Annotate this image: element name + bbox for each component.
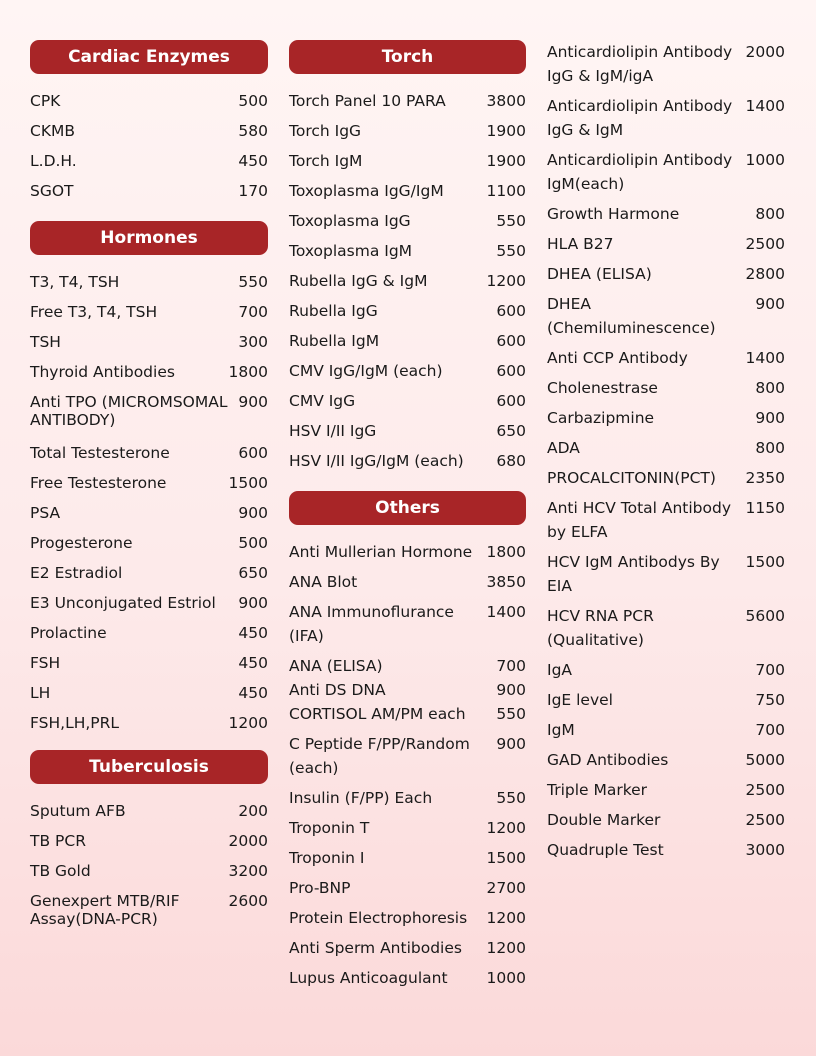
test-name: IgA bbox=[547, 661, 573, 679]
price-row bbox=[289, 209, 526, 233]
test-price: 550 bbox=[238, 273, 268, 291]
price-row bbox=[547, 94, 785, 142]
price-row bbox=[30, 621, 268, 645]
price-row bbox=[289, 540, 526, 564]
price-row bbox=[547, 838, 785, 862]
test-name: IgE level bbox=[547, 691, 613, 709]
test-name: Quadruple Test bbox=[547, 841, 664, 859]
test-price: 1200 bbox=[486, 272, 526, 290]
price-row bbox=[30, 360, 268, 384]
test-price: 5000 bbox=[745, 751, 785, 769]
test-name: Thyroid Antibodies bbox=[30, 363, 175, 381]
test-name: DHEA (ELISA) bbox=[547, 265, 652, 283]
test-name: Cholenestrase bbox=[547, 379, 658, 397]
test-name: Growth Harmone bbox=[547, 205, 680, 223]
test-price: 580 bbox=[238, 122, 268, 140]
price-row bbox=[289, 359, 526, 383]
test-name: Troponin I bbox=[289, 849, 365, 867]
test-price: 1500 bbox=[228, 474, 268, 492]
price-row bbox=[547, 496, 785, 544]
test-name: ANA (ELISA) bbox=[289, 657, 383, 675]
price-row bbox=[289, 816, 526, 840]
price-row bbox=[547, 262, 785, 286]
test-price: 1200 bbox=[486, 909, 526, 927]
test-name: Anticardiolipin Antibody IgG & IgM bbox=[547, 97, 733, 139]
test-price: 3000 bbox=[745, 841, 785, 859]
price-row bbox=[289, 119, 526, 143]
test-price: 1400 bbox=[745, 349, 785, 367]
test-name: Toxoplasma IgG/IgM bbox=[289, 182, 444, 200]
test-price: 1200 bbox=[228, 714, 268, 732]
test-price: 1800 bbox=[486, 543, 526, 561]
test-name: CPK bbox=[30, 92, 61, 110]
test-name: PROCALCITONIN(PCT) bbox=[547, 469, 716, 487]
test-price: 900 bbox=[755, 295, 785, 313]
test-name: Troponin T bbox=[289, 819, 370, 837]
price-row bbox=[289, 906, 526, 930]
test-price: 680 bbox=[496, 452, 526, 470]
test-name: Total Testesterone bbox=[30, 444, 170, 462]
test-name: Anticardiolipin Antibody IgG & IgM/igA bbox=[547, 43, 733, 85]
test-price: 1000 bbox=[745, 151, 785, 169]
test-price: 300 bbox=[238, 333, 268, 351]
price-row bbox=[289, 269, 526, 293]
test-price: 900 bbox=[755, 409, 785, 427]
test-name: Rubella IgG bbox=[289, 302, 378, 320]
test-price: 700 bbox=[755, 721, 785, 739]
price-row bbox=[547, 376, 785, 400]
test-price: 1400 bbox=[486, 603, 526, 621]
price-row bbox=[30, 270, 268, 294]
test-name: FSH,LH,PRL bbox=[30, 714, 120, 732]
section-header: Cardiac Enzymes bbox=[30, 40, 268, 74]
test-name: Sputum AFB bbox=[30, 802, 126, 820]
test-name: Anti Sperm Antibodies bbox=[289, 939, 462, 957]
test-name: CMV IgG/IgM (each) bbox=[289, 362, 443, 380]
test-price: 800 bbox=[755, 439, 785, 457]
test-name: Rubella IgM bbox=[289, 332, 380, 350]
test-name: Prolactine bbox=[30, 624, 107, 642]
price-row bbox=[30, 119, 268, 143]
price-row bbox=[547, 718, 785, 742]
section-others bbox=[289, 491, 526, 996]
price-row bbox=[289, 419, 526, 443]
price-row bbox=[30, 300, 268, 324]
test-name: E2 Estradiol bbox=[30, 564, 123, 582]
section-header: Tuberculosis bbox=[30, 750, 268, 784]
test-price: 600 bbox=[496, 362, 526, 380]
test-name: Pro-BNP bbox=[289, 879, 351, 897]
test-name: Torch IgM bbox=[289, 152, 363, 170]
test-name: Anti TPO (MICROMSOMAL ANTIBODY) bbox=[30, 393, 228, 429]
price-row bbox=[289, 239, 526, 263]
section-tuberculosis bbox=[30, 750, 268, 940]
price-row bbox=[547, 436, 785, 460]
test-name: DHEA (Chemiluminescence) bbox=[547, 295, 716, 337]
price-row bbox=[30, 591, 268, 615]
price-row bbox=[30, 501, 268, 525]
test-name: HCV RNA PCR (Qualitative) bbox=[547, 607, 654, 649]
test-price: 3200 bbox=[228, 862, 268, 880]
price-row bbox=[547, 808, 785, 832]
price-row bbox=[30, 799, 268, 823]
section-cardiac-enzymes bbox=[30, 40, 268, 209]
price-row bbox=[30, 711, 268, 735]
test-price: 600 bbox=[496, 392, 526, 410]
test-name: TB PCR bbox=[30, 832, 86, 850]
test-name: C Peptide F/PP/Random (each) bbox=[289, 735, 470, 777]
price-row bbox=[30, 441, 268, 465]
test-price: 750 bbox=[755, 691, 785, 709]
price-row bbox=[289, 570, 526, 594]
test-price: 550 bbox=[496, 789, 526, 807]
test-name: HCV IgM Antibodys By EIA bbox=[547, 553, 720, 595]
test-name: L.D.H. bbox=[30, 152, 77, 170]
test-name: HLA B27 bbox=[547, 235, 614, 253]
test-name: Rubella IgG & IgM bbox=[289, 272, 428, 290]
price-row bbox=[289, 600, 526, 648]
test-name: Anti DS DNA bbox=[289, 681, 386, 699]
price-row bbox=[289, 678, 526, 702]
test-name: TB Gold bbox=[30, 862, 91, 880]
price-row bbox=[547, 202, 785, 226]
test-name: Anti CCP Antibody bbox=[547, 349, 688, 367]
test-name: Free T3, T4, TSH bbox=[30, 303, 158, 321]
test-name: LH bbox=[30, 684, 51, 702]
price-row bbox=[547, 466, 785, 490]
price-row bbox=[289, 329, 526, 353]
test-name: HSV I/II IgG/IgM (each) bbox=[289, 452, 464, 470]
test-price: 1900 bbox=[486, 122, 526, 140]
test-price: 650 bbox=[238, 564, 268, 582]
price-row bbox=[547, 406, 785, 430]
test-name: SGOT bbox=[30, 182, 74, 200]
price-row bbox=[289, 846, 526, 870]
test-name: CKMB bbox=[30, 122, 75, 140]
test-price: 170 bbox=[238, 182, 268, 200]
test-price: 2600 bbox=[228, 892, 268, 910]
section-header: Hormones bbox=[30, 221, 268, 255]
price-row bbox=[289, 389, 526, 413]
test-price: 450 bbox=[238, 152, 268, 170]
test-price: 500 bbox=[238, 92, 268, 110]
test-price: 5600 bbox=[745, 607, 785, 625]
test-price: 700 bbox=[755, 661, 785, 679]
test-name: Genexpert MTB/RIF Assay(DNA-PCR) bbox=[30, 892, 180, 928]
test-name: ADA bbox=[547, 439, 580, 457]
test-name: Insulin (F/PP) Each bbox=[289, 789, 433, 807]
test-price: 900 bbox=[238, 393, 268, 411]
test-name: T3, T4, TSH bbox=[30, 273, 120, 291]
test-price: 450 bbox=[238, 654, 268, 672]
test-price: 1400 bbox=[745, 97, 785, 115]
test-price: 900 bbox=[238, 504, 268, 522]
price-row bbox=[30, 179, 268, 203]
test-name: PSA bbox=[30, 504, 61, 522]
price-row bbox=[30, 531, 268, 555]
price-row bbox=[30, 681, 268, 705]
test-price: 2800 bbox=[745, 265, 785, 283]
test-name: CMV IgG bbox=[289, 392, 356, 410]
test-price: 600 bbox=[238, 444, 268, 462]
test-price: 2000 bbox=[745, 43, 785, 61]
price-row bbox=[289, 89, 526, 113]
test-price: 500 bbox=[238, 534, 268, 552]
test-name: ANA Immunoflurance (IFA) bbox=[289, 603, 454, 645]
price-row bbox=[289, 654, 526, 678]
test-price: 2350 bbox=[745, 469, 785, 487]
test-price: 900 bbox=[496, 735, 526, 753]
section-torch bbox=[289, 40, 526, 479]
section-hormones bbox=[30, 221, 268, 741]
test-price: 1900 bbox=[486, 152, 526, 170]
price-row bbox=[289, 786, 526, 810]
test-price: 550 bbox=[496, 242, 526, 260]
price-row bbox=[30, 89, 268, 113]
test-price: 1200 bbox=[486, 819, 526, 837]
price-row bbox=[289, 732, 526, 780]
test-name: Double Marker bbox=[547, 811, 661, 829]
test-price: 1500 bbox=[745, 553, 785, 571]
test-price: 2000 bbox=[228, 832, 268, 850]
price-row bbox=[547, 688, 785, 712]
price-row bbox=[289, 449, 526, 473]
test-name: Torch Panel 10 PARA bbox=[289, 92, 446, 110]
test-name: GAD Antibodies bbox=[547, 751, 669, 769]
test-price: 3850 bbox=[486, 573, 526, 591]
price-row bbox=[547, 232, 785, 256]
test-name: E3 Unconjugated Estriol bbox=[30, 594, 216, 612]
test-name: Torch IgG bbox=[289, 122, 362, 140]
test-price: 600 bbox=[496, 332, 526, 350]
test-name: Lupus Anticoagulant bbox=[289, 969, 448, 987]
test-price: 1100 bbox=[486, 182, 526, 200]
test-price: 800 bbox=[755, 205, 785, 223]
test-price: 2500 bbox=[745, 811, 785, 829]
test-name: Anti HCV Total Antibody by ELFA bbox=[547, 499, 732, 541]
price-row bbox=[547, 748, 785, 772]
price-row bbox=[289, 936, 526, 960]
test-price: 1000 bbox=[486, 969, 526, 987]
test-price: 2500 bbox=[745, 781, 785, 799]
test-name: Free Testesterone bbox=[30, 474, 167, 492]
test-name: IgM bbox=[547, 721, 575, 739]
price-row bbox=[547, 292, 785, 340]
price-row bbox=[30, 859, 268, 883]
section-header: Torch bbox=[289, 40, 526, 74]
test-name: Carbazipmine bbox=[547, 409, 655, 427]
test-price: 900 bbox=[496, 681, 526, 699]
test-name: ANA Blot bbox=[289, 573, 358, 591]
price-row bbox=[30, 471, 268, 495]
price-row bbox=[289, 702, 526, 726]
price-row bbox=[30, 889, 268, 928]
price-row bbox=[289, 299, 526, 323]
test-price: 600 bbox=[496, 302, 526, 320]
test-name: Triple Marker bbox=[547, 781, 648, 799]
test-price: 1800 bbox=[228, 363, 268, 381]
test-price: 1150 bbox=[745, 499, 785, 517]
price-row bbox=[289, 876, 526, 900]
price-row bbox=[30, 390, 268, 429]
test-name: HSV I/II IgG bbox=[289, 422, 377, 440]
test-name: Toxoplasma IgM bbox=[289, 242, 413, 260]
test-price: 700 bbox=[238, 303, 268, 321]
test-name: TSH bbox=[30, 333, 61, 351]
test-price: 900 bbox=[238, 594, 268, 612]
test-price: 2700 bbox=[486, 879, 526, 897]
section-header: Others bbox=[289, 491, 526, 525]
test-name: CORTISOL AM/PM each bbox=[289, 705, 466, 723]
price-row bbox=[30, 651, 268, 675]
test-price: 200 bbox=[238, 802, 268, 820]
price-row bbox=[547, 778, 785, 802]
test-name: Anti Mullerian Hormone bbox=[289, 543, 473, 561]
test-name: Progesterone bbox=[30, 534, 133, 552]
price-row bbox=[547, 148, 785, 196]
test-name: FSH bbox=[30, 654, 61, 672]
test-price: 1500 bbox=[486, 849, 526, 867]
price-row bbox=[30, 561, 268, 585]
test-price: 450 bbox=[238, 684, 268, 702]
test-name: Protein Electrophoresis bbox=[289, 909, 468, 927]
price-row bbox=[547, 550, 785, 598]
test-price: 1200 bbox=[486, 939, 526, 957]
test-name: Toxoplasma IgG bbox=[289, 212, 411, 230]
price-row bbox=[30, 330, 268, 354]
price-row bbox=[547, 346, 785, 370]
test-price: 550 bbox=[496, 212, 526, 230]
test-name: Anticardiolipin Antibody IgM(each) bbox=[547, 151, 733, 193]
test-price: 2500 bbox=[745, 235, 785, 253]
test-price: 3800 bbox=[486, 92, 526, 110]
test-price: 550 bbox=[496, 705, 526, 723]
column-3 bbox=[547, 40, 785, 868]
price-row bbox=[547, 658, 785, 682]
price-row bbox=[289, 149, 526, 173]
test-price: 450 bbox=[238, 624, 268, 642]
price-row bbox=[30, 149, 268, 173]
price-row bbox=[30, 829, 268, 853]
test-price: 800 bbox=[755, 379, 785, 397]
price-row bbox=[547, 40, 785, 88]
price-row bbox=[547, 604, 785, 652]
price-row bbox=[289, 966, 526, 990]
test-price: 650 bbox=[496, 422, 526, 440]
test-price: 700 bbox=[496, 657, 526, 675]
price-row bbox=[289, 179, 526, 203]
